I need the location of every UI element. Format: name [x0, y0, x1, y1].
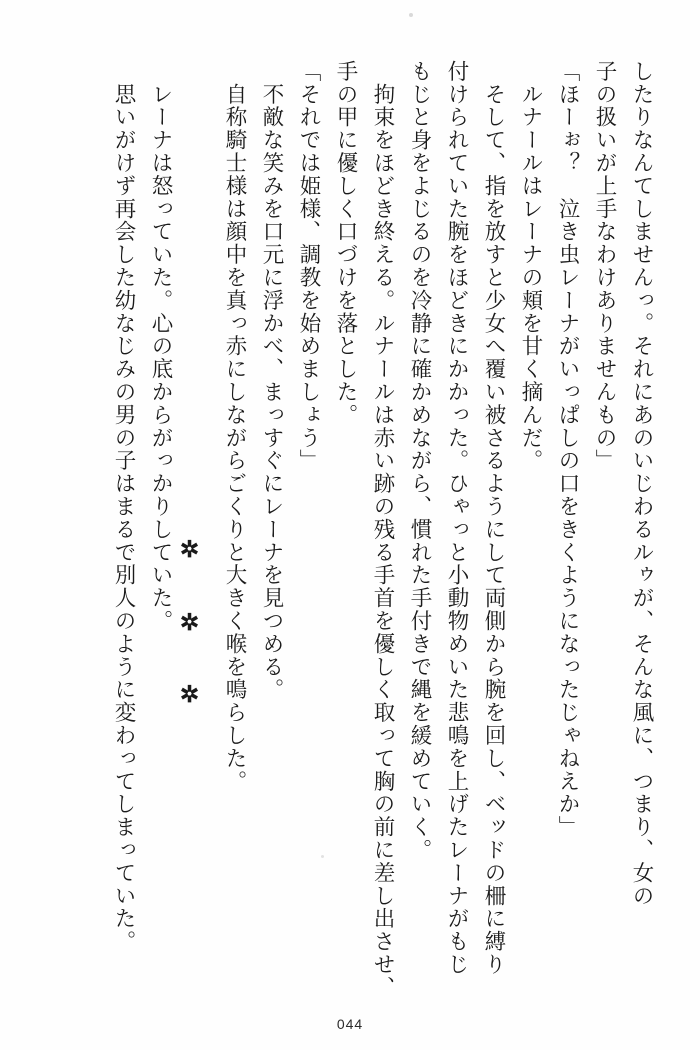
text-column: 「それでは姫様、調教を始めましょう」 [297, 60, 321, 473]
scene-break-separator [171, 60, 208, 970]
text-column: 手の甲に優しく口づけを落とした。 [334, 60, 358, 427]
text-column: もじと身をよじるのを冷静に確かめながら、慣れた手付きで縄を緩めていく。 [408, 60, 432, 862]
text-column: 「ほーぉ？ 泣き虫レーナがいっぱしの口をきくようになったじゃねえか」 [556, 60, 580, 839]
vertical-text-body [97, 60, 654, 999]
star-icon: ✲ [179, 537, 200, 563]
text-column: 付けられていた腕をほどきにかかった。ひゃっと小動物めいた悲鳴を上げたレーナがもじ [445, 60, 469, 976]
star-icon: ✲ [179, 609, 200, 635]
text-column: 不敵な笑みを口元に浮かべ、まっすぐにレーナを見つめる。 [260, 60, 284, 702]
scan-artifact-dot [409, 13, 413, 17]
star-icon: ✲ [179, 682, 200, 708]
text-column: 自称騎士様は顔中を真っ赤にしながらごくりと大きく喉を鳴らした。 [223, 60, 247, 793]
text-column: レーナは怒っていた。心の底からがっかりしていた。 [149, 60, 173, 633]
text-column: ルナールはレーナの頬を甘く摘んだ。 [519, 60, 543, 473]
text-column: 思いがけず再会した幼なじみの男の子はまるで別人のように変わってしまっていた。 [112, 60, 136, 954]
text-column: 拘束をほどき終える。ルナールは赤い跡の残る手首を優しく取って胸の前に差し出させ、 [371, 60, 395, 999]
text-column: そして、指を放すと少女へ覆い被さるようにして両側から腕を回し、ベッドの柵に縛り [482, 60, 506, 976]
text-column: 子の扱いが上手なわけありませんもの」 [593, 60, 617, 473]
text-column: したりなんてしませんっ。それにあのいじわるルゥが、そんな風に、つまり、女の [630, 60, 654, 908]
page-number: 044 [336, 1016, 364, 1032]
